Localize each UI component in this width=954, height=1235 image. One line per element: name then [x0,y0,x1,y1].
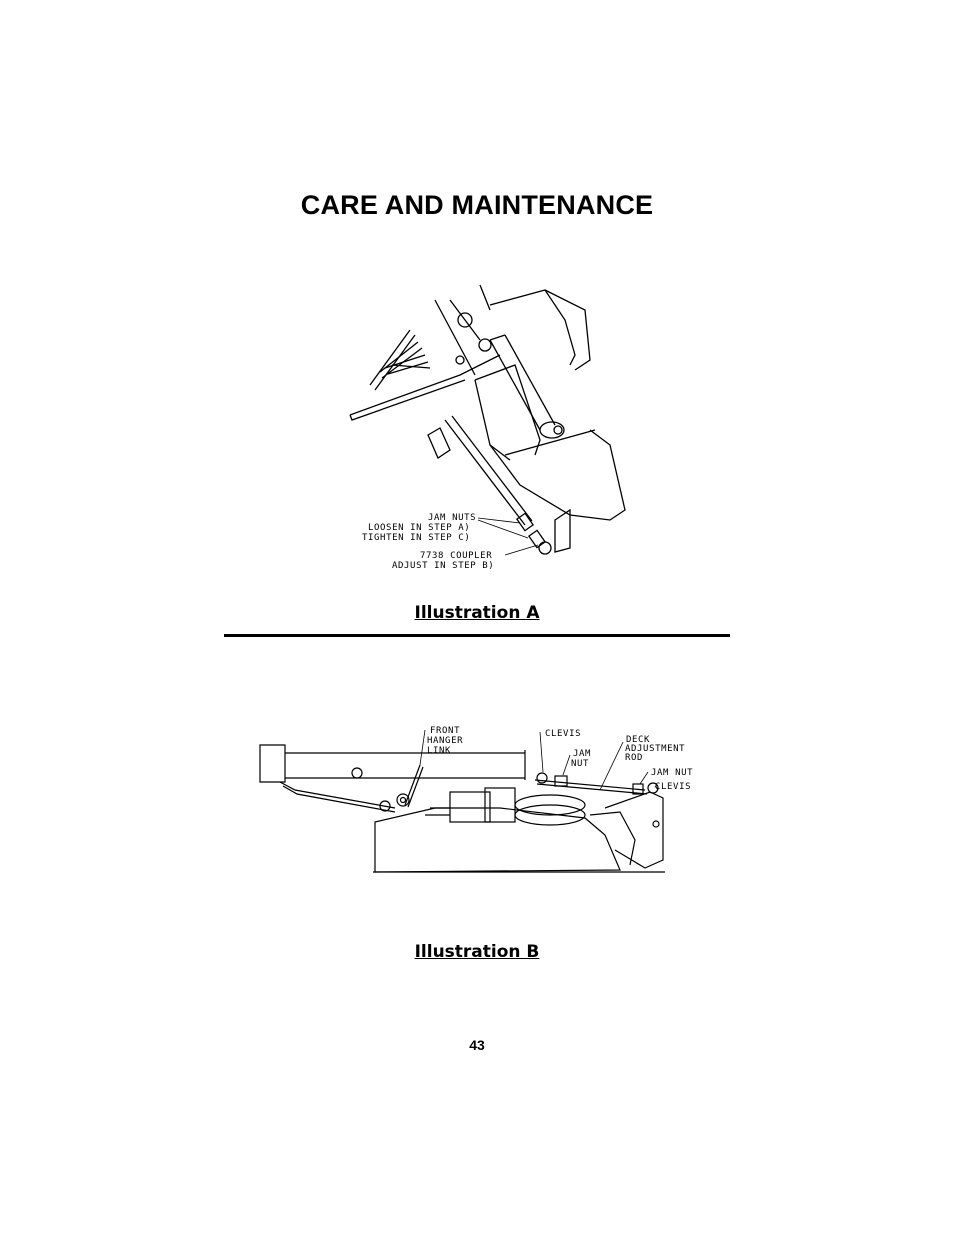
illustration-b [255,720,705,880]
label-nut-1b: NUT [571,759,590,769]
label-clevis-1: CLEVIS [545,729,582,739]
label-jam-nut-2: JAM NUT [651,768,694,778]
label-tighten: TIGHTEN IN STEP C) [362,533,471,543]
label-adjustment: ADJUSTMENT [625,744,686,754]
page-number: 43 [469,1037,485,1053]
label-hanger: HANGER [427,736,464,746]
label-clevis-2: CLEVIS [655,782,692,792]
label-front: FRONT [430,726,461,736]
label-jam-1a: JAM [573,749,592,759]
label-loosen: LOOSEN IN STEP A) [368,523,471,533]
page-title: CARE AND MAINTENANCE [300,190,654,220]
label-coupler: 7738 COUPLER [420,551,493,561]
label-rod: ROD [625,753,644,763]
label-jam-nuts: JAM NUTS [428,513,477,523]
label-link: LINK [427,746,452,756]
illustration-a [340,280,640,580]
section-divider [224,634,730,637]
label-deck: DECK [626,735,651,745]
caption-illustration-b: Illustration B [414,942,540,962]
caption-illustration-a: Illustration A [414,603,540,623]
label-adjust: ADJUST IN STEP B) [392,561,495,571]
